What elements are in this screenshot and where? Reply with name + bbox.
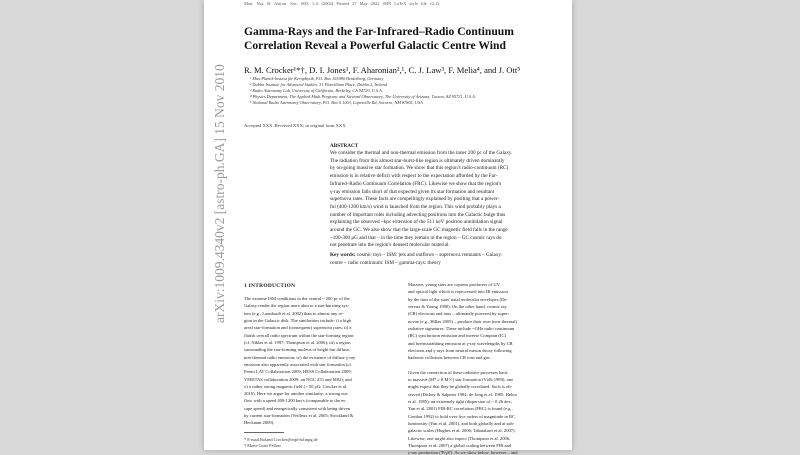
abstract-heading: ABSTRACT: [330, 143, 359, 149]
body-text-line: Galaxy render the region more akin to a star-bursting sys-: [244, 303, 350, 309]
affiliation: ⁴ Physics Department, The Applied Math Program, and Steward Observatory, The University of Arizona, Tucson, AZ 85721, U.S.A.: [250, 94, 476, 99]
abstract-line: supernova rates. These facts are compellingly explained by positing that a power-: [330, 196, 500, 203]
affiliation: ⁵ National Radio Astronomy Observatory, P.O. Box 0 1003, Lopezville Rd, Socorro, NM 87801, USA: [250, 100, 423, 105]
body-text-line: gion in the Galactic disk. The similarities include: i) a high: [244, 317, 352, 323]
abstract-line: ~100-300 μG and that – in the time they remain in the region – GC cosmic rays do: [330, 234, 502, 241]
body-text-line: Given the connection of these radiative processes back: [408, 369, 508, 375]
keywords-label: Key words:: [330, 252, 356, 258]
accepted-note: Accepted XXX. Received XXX; in original form XXX: [244, 123, 346, 128]
body-text-line: luminosity (Yun et al. 2001), and both globally and at sub-: [408, 421, 515, 427]
abstract-line: emission is in relative deficit with respect to the expectation afforded by the Far-: [330, 173, 498, 180]
arxiv-stamp: arXiv:1009.4340v2 [astro-ph.GA] 15 Nov 2010: [212, 64, 227, 323]
body-text-line: electrons and γ-rays from neutral meson decay following: [408, 347, 512, 353]
body-text-line: hadronic collisions between CR ions and gas.: [408, 355, 491, 361]
body-text-line: et al. 1985): an extremely tight (dispersion of ~ 0.26 dex;: [408, 399, 512, 405]
body-text-line: and optical light which is reprocessed into IR emission: [408, 289, 508, 295]
title-line: Gamma-Rays and the Far-Infrared–Radio Continuum: [244, 25, 514, 38]
affiliation: ¹ Max-Planck-Institut für Kernphysik, P.O. Box 103980 Heidelberg, Germany: [250, 76, 384, 81]
body-text-line: v) a rather strong magnetic field (> 50 μG; Crocker et al.: [244, 383, 348, 389]
footnote: * E-mail:Roland.Crocker@mpi-hd.mpg.de: [244, 437, 318, 442]
body-text-line: Heckman 2009).: [244, 420, 275, 426]
body-text-line: Fermi LAT Collaboration 2009; HESS Collaboration 2009;: [244, 369, 352, 375]
body-text-line: cape speed) and energetically consistent with being driven: [244, 405, 351, 411]
body-text-line: VERITAS collaboration 2009; on NGC 253 and M82); and: [244, 376, 352, 382]
body-text-line: emission also apparently associated with star formation (cf.: [244, 361, 353, 367]
body-text-line: and bremsstrahlung emission at γ-ray wavelengths by CR: [408, 340, 513, 346]
title-line: Correlation Reveal a Powerful Galactic Centre Wind: [244, 39, 506, 52]
body-text-line: galactic scales (Hughes et al. 2006; Tabatabaei et al. 2007).: [408, 428, 516, 434]
body-text-line: surrounding the star-forming nucleus of bright but diffuse,: [244, 347, 351, 353]
body-text-line: flatish overall radio spectrum within the star-forming region: [244, 332, 354, 338]
body-text-line: tem (e.g., Launhardt et al. 2002) than to almost any re-: [244, 310, 344, 316]
paper-page: [204, 0, 572, 455]
affiliation: ³ Radio Astronomy Lab, University of California, Berkeley, CA 94720, U.S.A.: [250, 88, 383, 93]
footnote-rule: [244, 432, 284, 433]
body-text-line: (RC) synchrotron emission and inverse Compton (IC): [408, 333, 506, 339]
journal-header: Mon. Not. R. Astron. Soc. 000, 1–6 (2002) Printed 27 May 2022 (MN LaTeX style file v2.2): [244, 1, 439, 6]
body-text-line: Condon 1992) to hold over five orders of magnitude in RC: [408, 413, 516, 419]
abstract-line: explaining the observed ~kpc extension of the 511 keV positron annihilation signal: [330, 219, 503, 226]
body-text-line: served (Dickey & Salpeter 1984; de Jong et al. 1985; Helou: [408, 391, 517, 397]
keywords-line: centre – radio continuum: ISM – gamma-rays: theory: [330, 259, 441, 266]
abstract-line: ful (400-1200 km/s) wind is launched from the region. This wind probably plays a: [330, 203, 501, 210]
keywords-text: cosmic rays – ISM: jets and outflows – supernova remnants – Galaxy:: [355, 252, 503, 258]
body-text-line: novae (e.g., Hillas 2005) – produce their own (non-thermal): [408, 318, 517, 324]
body-text-line: flow with a speed 400-1200 km/s (comparable to the es-: [244, 398, 347, 404]
abstract-line: by on-going massive star formation. We show that this region's radio-continuum (RC): [330, 165, 509, 172]
body-text-line: areal star-formation and (consequent) supernova rates; ii) a: [244, 325, 352, 331]
abstract-line: number of important roles including advecting positrons into the Galactic bulge thus: [330, 211, 506, 218]
body-text-line: non-thermal radio emission; iv) the existence of diffuse γ-ray: [244, 354, 356, 360]
body-text-line: vereux & Young 1990). On the other hand, cosmic ray: [408, 303, 507, 309]
author-list: R. M. Crocker¹*†, D. I. Jones¹, F. Aharonian²,¹, C. J. Law³, F. Melia⁴, and J. Ott⁵: [244, 65, 521, 75]
abstract-line: around the GC. We also show that the large-scale GC magnetic field falls in the range: [330, 227, 508, 233]
abstract-line: γ-ray emission falls short of that expected given its star formation and resultant: [330, 188, 495, 195]
body-text-line: might expect that they be globally correlated. Such is ob-: [408, 384, 513, 390]
body-text-line: Massive, young stars are copious producers of UV: [408, 282, 500, 287]
body-text-line: Likewise, one might also expect (Thompson et al. 2006;: [408, 435, 511, 441]
body-text-line: Thompson et al. 2007) a global scaling between FIR and: [408, 443, 512, 449]
body-text-line: radiative signatures. These include ~GHz radio continuum: [408, 325, 515, 331]
body-text-line: 2010). Here we argue for another similarity: a strong out-: [244, 391, 349, 397]
abstract-line: not penetrate into the region's densest molecular material.: [330, 242, 450, 249]
body-text-line: γ-ray production ('F/γS'). As we show below, however – and: [408, 450, 518, 455]
body-text-line: The extreme ISM conditions in the central ~ 200 pc of the: [244, 296, 350, 301]
body-text-line: (CR) electrons and ions – ultimately powered by super-: [408, 311, 509, 317]
keywords-line: [330, 252, 502, 258]
abstract-line: We consider the thermal and non-thermal emission from the inner 200 pc of the Galaxy.: [330, 150, 513, 156]
body-text-line: by current star-formation (Veilleux et al. 2005; Strickland &: [244, 413, 354, 419]
body-text-line: Yun et al. 2001) FIR-RC correlation (FRC) is found (e.g.,: [408, 406, 513, 412]
affiliation: ² Dublin Institute for Advanced Studies, 31 Fitzwilliam Place, Dublin 2, Ireland: [250, 82, 387, 87]
footnote: † Marie Curie Fellow: [244, 443, 282, 448]
section-heading: 1 INTRODUCTION: [244, 283, 296, 289]
paper-title: [244, 25, 514, 53]
abstract-line: Infrared–Radio Continuum Correlation (FRC). Likewise we show that the region's: [330, 180, 502, 187]
body-text-line: by the dust of the stars' natal molecular envelopes (De-: [408, 296, 508, 302]
body-text-line: (cf. Niklas et al. 1997; Thompson et al. 2006); iii) a region: [244, 339, 351, 345]
body-text-line: to massive (M* ≥ 8 M☉) star formation (Völk 1989), one: [408, 377, 514, 383]
abstract-line: The radiation from this almost star-burst-like region is ultimately driven dominantly: [330, 157, 505, 164]
